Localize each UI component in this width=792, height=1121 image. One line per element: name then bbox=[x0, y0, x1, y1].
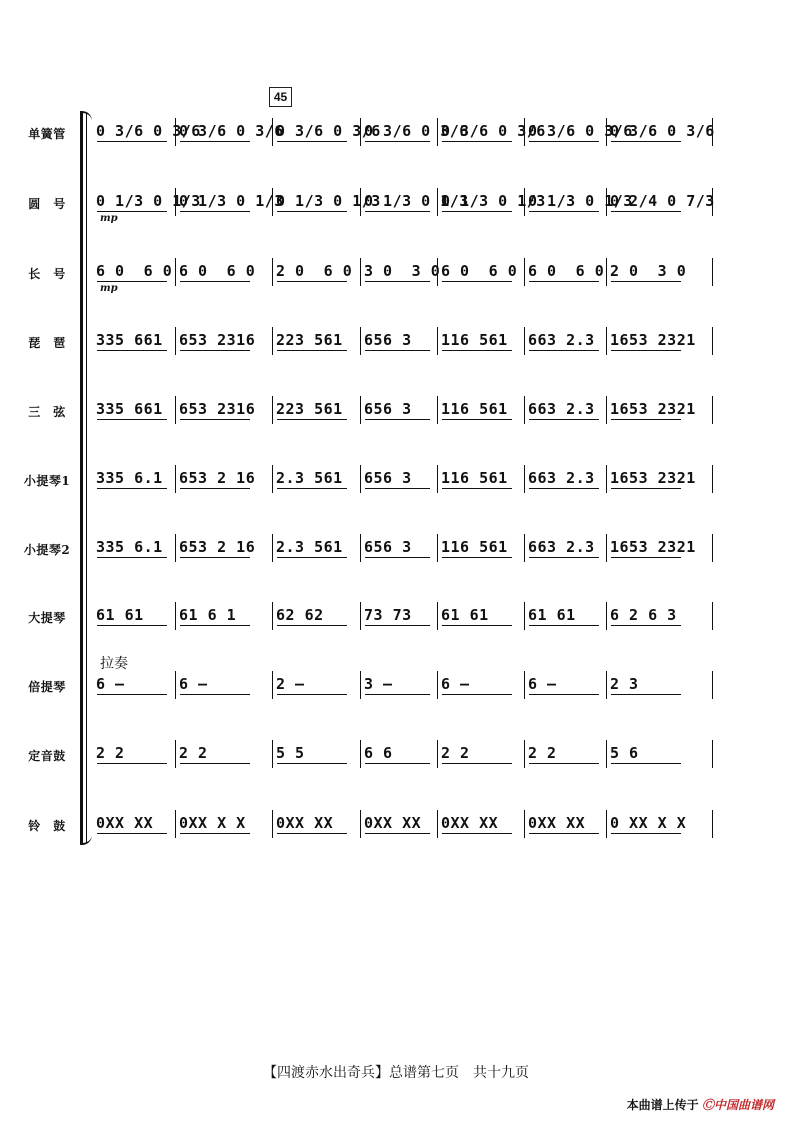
barline bbox=[437, 602, 438, 630]
barline bbox=[712, 327, 713, 355]
barline bbox=[175, 327, 176, 355]
beam-line bbox=[365, 557, 430, 558]
bracket-cap-top bbox=[80, 111, 92, 123]
beam-line bbox=[277, 557, 347, 558]
measure: 663 2.3 bbox=[528, 538, 595, 556]
measure: 0 XX X X bbox=[610, 814, 687, 832]
barline bbox=[437, 810, 438, 838]
barline bbox=[524, 465, 525, 493]
rehearsal-mark: 45 bbox=[269, 87, 292, 107]
measure: 61 61 bbox=[441, 606, 489, 624]
barline bbox=[712, 671, 713, 699]
measure: 0 1/3 0 1/3 bbox=[364, 192, 469, 210]
system-bracket bbox=[80, 113, 83, 843]
barline bbox=[360, 671, 361, 699]
beam-line bbox=[529, 141, 599, 142]
barline bbox=[175, 671, 176, 699]
measure: 335 6.1 bbox=[96, 538, 163, 556]
barline bbox=[524, 671, 525, 699]
measure: 656 3 bbox=[364, 331, 412, 349]
beam-line bbox=[180, 833, 250, 834]
measure: 0 1/3 0 1/3 bbox=[276, 192, 381, 210]
beam-line bbox=[180, 625, 250, 626]
measure: 0XX XX bbox=[276, 814, 334, 832]
barline bbox=[712, 740, 713, 768]
measure: 0XX XX bbox=[96, 814, 154, 832]
beam-line bbox=[97, 557, 167, 558]
measure: 0 3/6 0 3/6 bbox=[441, 122, 546, 140]
barline bbox=[712, 534, 713, 562]
dynamic-marking: mp bbox=[100, 213, 118, 224]
beam-line bbox=[529, 694, 599, 695]
beam-line bbox=[529, 211, 599, 212]
barline bbox=[606, 671, 607, 699]
beam-line bbox=[442, 763, 512, 764]
measure: 116 561 bbox=[441, 331, 508, 349]
barline bbox=[606, 740, 607, 768]
instrument-label: 长 号 bbox=[28, 267, 66, 281]
beam-line bbox=[442, 694, 512, 695]
beam-line bbox=[442, 211, 512, 212]
measure: 6 – bbox=[528, 675, 557, 693]
system-bracket-inner bbox=[86, 113, 87, 843]
beam-line bbox=[529, 350, 599, 351]
measure: 6 0 6 0 bbox=[441, 262, 518, 280]
measure: 6 0 6 0 bbox=[96, 262, 173, 280]
measure: 663 2.3 bbox=[528, 400, 595, 418]
measure: 2.3 561 bbox=[276, 469, 343, 487]
beam-line bbox=[442, 557, 512, 558]
barline bbox=[437, 396, 438, 424]
beam-line bbox=[277, 350, 347, 351]
measure: 6 6 bbox=[364, 744, 393, 762]
instrument-label: 大提琴 bbox=[28, 611, 66, 625]
barline bbox=[175, 740, 176, 768]
measure: 0 3/6 0 3/6 bbox=[610, 122, 715, 140]
barline bbox=[272, 671, 273, 699]
measure: 6 – bbox=[96, 675, 125, 693]
barline bbox=[712, 258, 713, 286]
beam-line bbox=[365, 141, 430, 142]
beam-line bbox=[180, 211, 250, 212]
beam-line bbox=[180, 419, 250, 420]
beam-line bbox=[97, 625, 167, 626]
measure: 0 1/3 0 1/3 bbox=[179, 192, 284, 210]
beam-line bbox=[277, 419, 347, 420]
measure: 663 2.3 bbox=[528, 469, 595, 487]
beam-line bbox=[97, 141, 167, 142]
measure: 61 61 bbox=[528, 606, 576, 624]
measure: 653 2316 bbox=[179, 331, 256, 349]
measure: 6 0 6 0 bbox=[179, 262, 256, 280]
beam-line bbox=[442, 488, 512, 489]
beam-line bbox=[529, 488, 599, 489]
beam-line bbox=[442, 833, 512, 834]
upload-credit bbox=[627, 1096, 774, 1113]
beam-line bbox=[97, 211, 167, 212]
measure: 656 3 bbox=[364, 469, 412, 487]
barline bbox=[606, 396, 607, 424]
measure: 0 3/6 0 3/6 bbox=[364, 122, 469, 140]
barline bbox=[437, 465, 438, 493]
barline bbox=[272, 258, 273, 286]
beam-line bbox=[97, 281, 167, 282]
instrument-label: 铃 鼓 bbox=[28, 819, 66, 833]
beam-line bbox=[180, 694, 250, 695]
barline bbox=[712, 810, 713, 838]
measure: 0 1/3 0 1/3 bbox=[96, 192, 201, 210]
measure: 6 2 6 3 bbox=[610, 606, 677, 624]
barline bbox=[272, 327, 273, 355]
beam-line bbox=[365, 625, 430, 626]
barline bbox=[524, 740, 525, 768]
beam-line bbox=[611, 488, 681, 489]
beam-line bbox=[529, 557, 599, 558]
instrument-label: 圆 号 bbox=[28, 197, 66, 211]
beam-line bbox=[529, 833, 599, 834]
beam-line bbox=[180, 141, 250, 142]
measure: 653 2 16 bbox=[179, 538, 256, 556]
measure: 0 3/6 0 3/6 bbox=[528, 122, 633, 140]
barline bbox=[175, 396, 176, 424]
measure: 0 3/6 0 3/6 bbox=[276, 122, 381, 140]
beam-line bbox=[277, 833, 347, 834]
beam-line bbox=[277, 211, 347, 212]
measure: 0 3/6 0 3/6 bbox=[179, 122, 284, 140]
barline bbox=[360, 258, 361, 286]
barline bbox=[524, 534, 525, 562]
measure: 0XX XX bbox=[528, 814, 586, 832]
barline bbox=[606, 602, 607, 630]
barline bbox=[437, 671, 438, 699]
beam-line bbox=[611, 833, 681, 834]
beam-line bbox=[277, 694, 347, 695]
barline bbox=[712, 465, 713, 493]
beam-line bbox=[97, 763, 167, 764]
beam-line bbox=[442, 141, 512, 142]
barline bbox=[175, 465, 176, 493]
measure: 5 5 bbox=[276, 744, 305, 762]
barline bbox=[360, 534, 361, 562]
measure: 116 561 bbox=[441, 538, 508, 556]
measure: 116 561 bbox=[441, 469, 508, 487]
barline bbox=[606, 810, 607, 838]
measure: 0 1/3 0 1/3 bbox=[528, 192, 633, 210]
beam-line bbox=[180, 281, 250, 282]
instrument-label: 琵 琶 bbox=[28, 336, 66, 350]
measure: 223 561 bbox=[276, 400, 343, 418]
measure: 61 6 1 bbox=[179, 606, 237, 624]
barline bbox=[606, 465, 607, 493]
site-logo[interactable]: Ⓒ中国曲谱网 bbox=[701, 1098, 774, 1112]
measure: 0 3/6 0 3/6 bbox=[96, 122, 201, 140]
beam-line bbox=[611, 281, 681, 282]
measure: 2 2 bbox=[441, 744, 470, 762]
measure: 0XX XX bbox=[364, 814, 422, 832]
barline bbox=[524, 258, 525, 286]
instrument-label: 小提琴1 bbox=[23, 474, 71, 488]
beam-line bbox=[97, 419, 167, 420]
measure: 6 – bbox=[179, 675, 208, 693]
beam-line bbox=[611, 211, 681, 212]
measure: 335 661 bbox=[96, 400, 163, 418]
beam-line bbox=[180, 763, 250, 764]
measure: 1653 2321 bbox=[610, 469, 696, 487]
barline bbox=[524, 327, 525, 355]
beam-line bbox=[611, 141, 681, 142]
beam-line bbox=[277, 763, 347, 764]
measure: 335 6.1 bbox=[96, 469, 163, 487]
measure: 0XX X X bbox=[179, 814, 246, 832]
measure: 2 0 6 0 bbox=[276, 262, 353, 280]
barline bbox=[437, 534, 438, 562]
barline bbox=[712, 602, 713, 630]
beam-line bbox=[611, 557, 681, 558]
beam-line bbox=[611, 763, 681, 764]
beam-line bbox=[529, 419, 599, 420]
barline bbox=[712, 396, 713, 424]
measure: 0XX XX bbox=[441, 814, 499, 832]
barline bbox=[272, 602, 273, 630]
barline bbox=[175, 602, 176, 630]
beam-line bbox=[365, 281, 430, 282]
barline bbox=[524, 396, 525, 424]
measure: 6 0 6 0 bbox=[528, 262, 605, 280]
beam-line bbox=[529, 625, 599, 626]
beam-line bbox=[180, 488, 250, 489]
measure: 335 661 bbox=[96, 331, 163, 349]
measure: 3 0 3 0 bbox=[364, 262, 441, 280]
measure: 73 73 bbox=[364, 606, 412, 624]
beam-line bbox=[529, 281, 599, 282]
measure: 223 561 bbox=[276, 331, 343, 349]
measure: 116 561 bbox=[441, 400, 508, 418]
barline bbox=[524, 602, 525, 630]
barline bbox=[360, 740, 361, 768]
barline bbox=[606, 534, 607, 562]
barline bbox=[175, 534, 176, 562]
beam-line bbox=[180, 350, 250, 351]
measure: 656 3 bbox=[364, 400, 412, 418]
page-footer: 【四渡赤水出奇兵】总谱第七页 共十九页 bbox=[263, 1065, 529, 1081]
beam-line bbox=[442, 281, 512, 282]
measure: 0 2/4 0 7/3 bbox=[610, 192, 715, 210]
dynamic-marking: mp bbox=[100, 283, 118, 294]
measure: 663 2.3 bbox=[528, 331, 595, 349]
beam-line bbox=[277, 141, 347, 142]
barline bbox=[360, 465, 361, 493]
measure: 2 3 bbox=[610, 675, 639, 693]
measure: 6 – bbox=[441, 675, 470, 693]
beam-line bbox=[97, 694, 167, 695]
instrument-label: 三 弦 bbox=[28, 405, 66, 419]
bracket-cap-bottom bbox=[80, 833, 92, 845]
beam-line bbox=[365, 694, 430, 695]
barline bbox=[360, 810, 361, 838]
barline bbox=[360, 396, 361, 424]
beam-line bbox=[442, 419, 512, 420]
credit-prefix: 本曲谱上传于 bbox=[626, 1098, 699, 1112]
measure: 0 1/3 0 1/3 bbox=[441, 192, 546, 210]
barline bbox=[606, 258, 607, 286]
instrument-label: 定音鼓 bbox=[28, 749, 66, 763]
beam-line bbox=[611, 625, 681, 626]
barline bbox=[175, 810, 176, 838]
barline bbox=[272, 396, 273, 424]
beam-line bbox=[277, 625, 347, 626]
measure: 2 2 bbox=[179, 744, 208, 762]
measure: 656 3 bbox=[364, 538, 412, 556]
measure: 1653 2321 bbox=[610, 400, 696, 418]
measure: 2 – bbox=[276, 675, 305, 693]
barline bbox=[272, 534, 273, 562]
instrument-label: 小提琴2 bbox=[23, 543, 71, 557]
measure: 653 2 16 bbox=[179, 469, 256, 487]
barline bbox=[437, 327, 438, 355]
beam-line bbox=[611, 694, 681, 695]
barline bbox=[437, 740, 438, 768]
beam-line bbox=[611, 419, 681, 420]
measure: 2 0 3 0 bbox=[610, 262, 687, 280]
measure: 1653 2321 bbox=[610, 331, 696, 349]
beam-line bbox=[529, 763, 599, 764]
measure: 2 2 bbox=[528, 744, 557, 762]
beam-line bbox=[365, 350, 430, 351]
barline bbox=[272, 740, 273, 768]
beam-line bbox=[611, 350, 681, 351]
beam-line bbox=[97, 350, 167, 351]
barline bbox=[175, 258, 176, 286]
measure: 2 2 bbox=[96, 744, 125, 762]
barline bbox=[360, 327, 361, 355]
beam-line bbox=[365, 211, 430, 212]
beam-line bbox=[97, 488, 167, 489]
measure: 1653 2321 bbox=[610, 538, 696, 556]
beam-line bbox=[277, 488, 347, 489]
barline bbox=[606, 327, 607, 355]
beam-line bbox=[365, 833, 430, 834]
beam-line bbox=[365, 488, 430, 489]
measure: 61 61 bbox=[96, 606, 144, 624]
bowing-annotation: 拉奏 bbox=[100, 656, 128, 672]
beam-line bbox=[365, 419, 430, 420]
measure: 62 62 bbox=[276, 606, 324, 624]
site-logo-text: 中国曲谱网 bbox=[713, 1098, 774, 1112]
measure: 3 – bbox=[364, 675, 393, 693]
beam-line bbox=[180, 557, 250, 558]
beam-line bbox=[442, 350, 512, 351]
measure: 653 2316 bbox=[179, 400, 256, 418]
beam-line bbox=[442, 625, 512, 626]
instrument-label: 倍提琴 bbox=[28, 680, 66, 694]
measure: 2.3 561 bbox=[276, 538, 343, 556]
beam-line bbox=[365, 763, 430, 764]
barline bbox=[360, 602, 361, 630]
beam-line bbox=[277, 281, 347, 282]
barline bbox=[524, 810, 525, 838]
barline bbox=[272, 810, 273, 838]
barline bbox=[272, 465, 273, 493]
measure: 5 6 bbox=[610, 744, 639, 762]
beam-line bbox=[97, 833, 167, 834]
instrument-label: 单簧管 bbox=[28, 127, 66, 141]
